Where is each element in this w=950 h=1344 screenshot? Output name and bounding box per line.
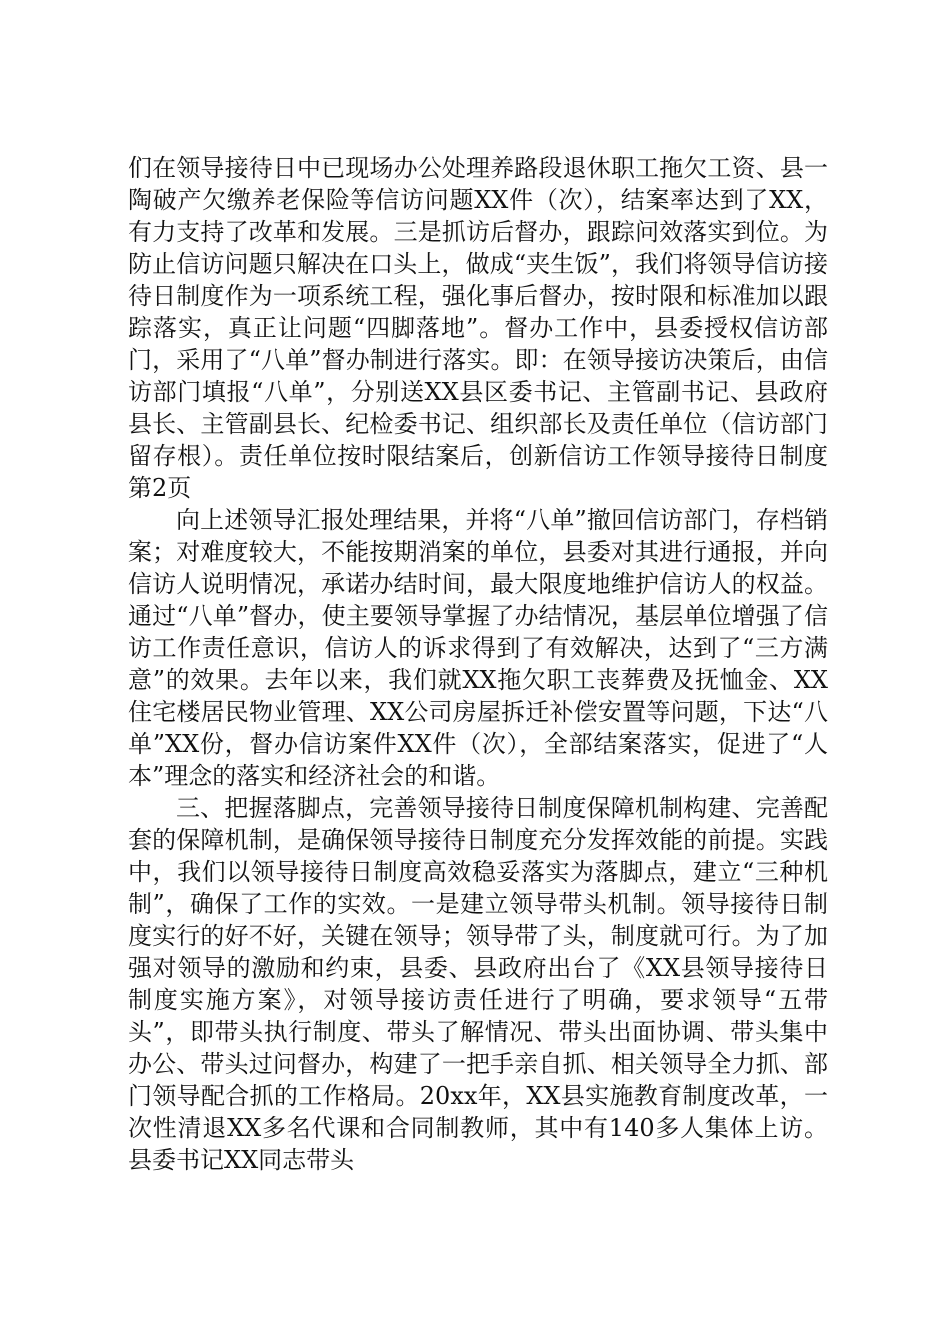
paragraph-1: 们在领导接待日中已现场办公处理养路段退休职工拖欠工资、县一陶破产欠缴养老保险等信访问题XX件（次），结案率达到了XX，有力支持了改革和发展。三是抓访后督办，跟踪问效落实到位。为防止信访问题只解决在口头上，做成“夹生饭”，我们将领导信访接待日制度作为一项系统工程，强化事后督办，按时限和标准加以跟踪落实，真正让问题“四脚落地”。督办工作中，县委授权信访部门，采用了“八单”督办制进行落实。即：在领导接访决策后，由信访部门填报“八单”，分别送XX县区委书记、主管副书记、县政府县长、主管副县长、纪检委书记、组织部长及责任单位（信访部门留存根）。责任单位按时限结案后，创新信访工作领导接待日制度第2页 — [128, 154, 828, 502]
paragraph-3: 三、把握落脚点，完善领导接待日制度保障机制构建、完善配套的保障机制，是确保领导接待日制度充分发挥效能的前提。实践中，我们以领导接待日制度高效稳妥落实为落脚点，建立“三种机制”，确保了工作的实效。一是建立领导带头机制。领导接待日制度实行的好不好，关键在领导；领导带了头，制度就可行。为了加强对领导的激励和约束，县委、县政府出台了《XX县领导接待日制度实施方案》，对领导接访责任进行了明确，要求领导“五带头”，即带头执行制度、带头了解情况、带头出面协调、带头集中办公、带头过问督办，构建了一把手亲自抓、相关领导全力抓、部门领导配合抓的工作格局。20xx年，XX县实施教育制度改革，一次性清退XX多名代课和合同制教师，其中有140多人集体上访。县委书记XX同志带头 — [128, 794, 828, 1174]
paragraph-2: 向上述领导汇报处理结果，并将“八单”撤回信访部门，存档销案；对难度较大，不能按期消案的单位，县委对其进行通报，并向信访人说明情况，承诺办结时间，最大限度地维护信访人的权益。通过“八单”督办，使主要领导掌握了办结情况，基层单位增强了信访工作责任意识，信访人的诉求得到了有效解决，达到了“三方满意”的效果。去年以来，我们就XX拖欠职工丧葬费及抚恤金、XX住宅楼居民物业管理、XX公司房屋拆迁补偿安置等问题，下达“八单”XX份，督办信访案件XX件（次），全部结案落实，促进了“人本”理念的落实和经济社会的和谐。 — [128, 506, 828, 790]
document-page — [128, 152, 828, 1176]
